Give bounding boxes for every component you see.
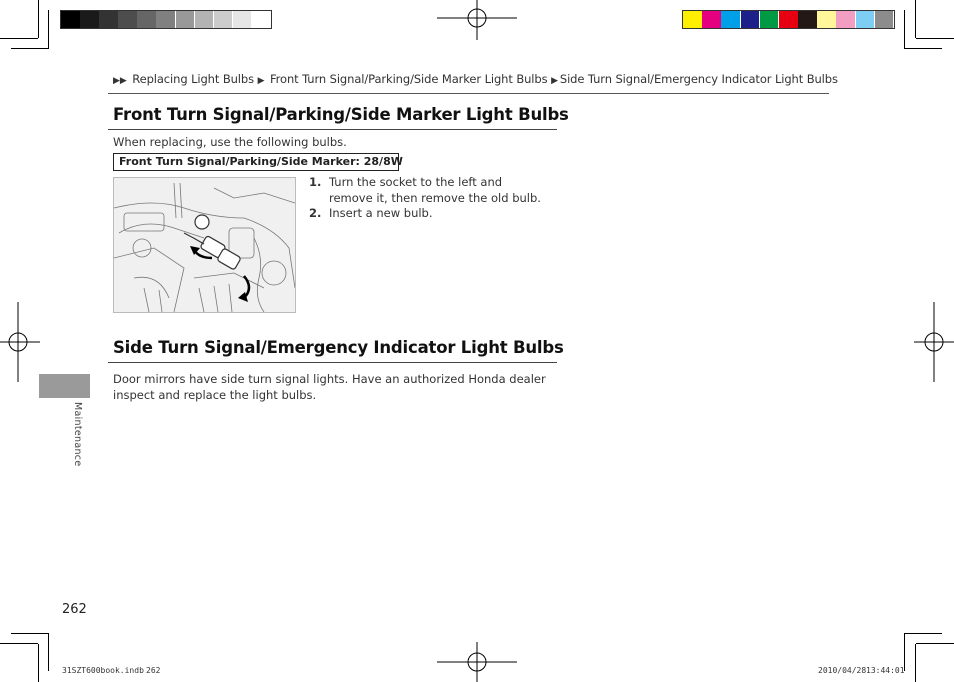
side-signal-body-text: Door mirrors have side turn signal lights. Have an authorized Honda dealer inspect and replace the light bulbs.: [113, 372, 546, 402]
color-swatch: [875, 11, 895, 28]
section-title-underline: [108, 362, 557, 363]
crop-mark: [48, 633, 49, 671]
breadcrumb-item[interactable]: Replacing Light Bulbs: [132, 72, 254, 86]
step-text: Insert a new bulb.: [329, 206, 433, 220]
slug-date: 2010/04/28: [818, 666, 867, 675]
color-swatch: [61, 11, 81, 28]
color-swatch: [741, 11, 761, 28]
breadcrumb-arrow-icon: ▶▶: [113, 76, 127, 86]
step-number: 1.: [309, 175, 322, 189]
color-swatch: [779, 11, 799, 28]
section-title-front-turn-signal: Front Turn Signal/Parking/Side Marker Light Bulbs: [113, 105, 569, 124]
bulb-spec-box: Front Turn Signal/Parking/Side Marker: 28/8W: [113, 153, 399, 171]
registration-mark-right: [914, 302, 954, 382]
engine-bay-drawing: [114, 178, 295, 312]
registration-mark-top: [437, 0, 517, 40]
process-color-bar: [682, 10, 895, 29]
crop-mark: [0, 38, 38, 39]
color-swatch: [118, 11, 138, 28]
slug-file-name: 31SZT600book.indb: [62, 666, 144, 675]
color-swatch: [80, 11, 100, 28]
crop-mark: [38, 0, 39, 38]
breadcrumb: [113, 72, 838, 86]
breadcrumb-item[interactable]: Side Turn Signal/Emergency Indicator Light Bulbs: [559, 72, 838, 86]
crop-mark: [915, 644, 916, 682]
breadcrumb-arrow-icon: ▶: [551, 76, 558, 86]
color-swatch: [252, 11, 272, 28]
intro-text: When replacing, use the following bulbs.: [113, 135, 347, 149]
slug-page-number: 262: [146, 666, 161, 675]
crop-mark: [11, 48, 49, 49]
chapter-tab[interactable]: [39, 374, 90, 398]
color-swatch: [836, 11, 856, 28]
crop-mark: [904, 48, 942, 49]
page-number: 262: [62, 602, 87, 617]
registration-mark-left: [0, 302, 40, 382]
crop-mark: [904, 633, 942, 634]
crop-mark: [915, 0, 916, 38]
crop-mark: [0, 643, 38, 644]
color-swatch: [760, 11, 780, 28]
crop-mark: [904, 10, 905, 48]
grayscale-color-bar: [60, 10, 272, 29]
section-title-side-turn-signal: Side Turn Signal/Emergency Indicator Light Bulbs: [113, 338, 564, 357]
color-swatch: [798, 11, 818, 28]
color-swatch: [702, 11, 722, 28]
color-swatch: [99, 11, 119, 28]
crop-mark: [916, 643, 954, 644]
crop-mark: [48, 10, 49, 48]
color-swatch: [817, 11, 837, 28]
color-swatch: [683, 11, 703, 28]
color-swatch: [195, 11, 215, 28]
breadcrumb-divider: [108, 93, 829, 94]
crop-mark: [11, 633, 49, 634]
color-swatch: [137, 11, 157, 28]
section-title-underline: [108, 129, 557, 130]
registration-mark-bottom: [437, 642, 517, 682]
breadcrumb-item[interactable]: Front Turn Signal/Parking/Side Marker Light Bulbs: [269, 72, 548, 86]
color-swatch: [856, 11, 876, 28]
crop-mark: [38, 644, 39, 682]
bulb-replacement-illustration: [113, 177, 296, 313]
crop-mark: [916, 38, 954, 39]
color-swatch: [156, 11, 176, 28]
step-2: [309, 206, 554, 222]
slug-time: 13:44:01: [866, 666, 905, 675]
step-number: 2.: [309, 206, 322, 220]
breadcrumb-arrow-icon: ▶: [257, 76, 265, 86]
step-1: [309, 175, 554, 207]
color-swatch: [233, 11, 253, 28]
step-text: Turn the socket to the left and remove it, then remove the old bulb.: [329, 175, 541, 205]
chapter-tab-label: Maintenance: [72, 402, 83, 467]
color-swatch: [176, 11, 196, 28]
color-swatch: [214, 11, 234, 28]
color-swatch: [721, 11, 741, 28]
